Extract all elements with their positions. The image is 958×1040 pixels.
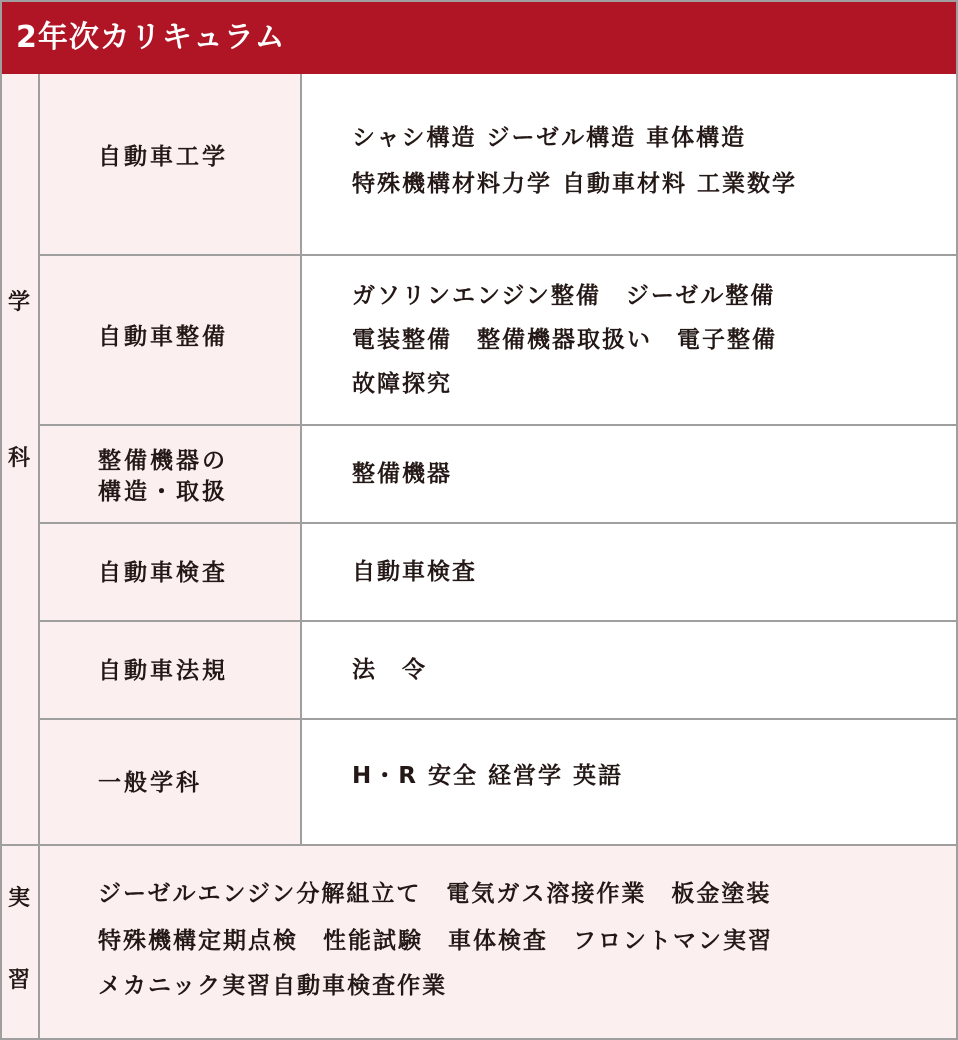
section-divider — [0, 844, 958, 846]
subject-content-line: 故障探究 — [352, 371, 452, 397]
subject-content-line: 電装整備 整備機器取扱い 電子整備 — [352, 327, 777, 353]
subject-name: 一般学科 — [98, 770, 202, 796]
jisshu-content-line: 特殊機構定期点検 性能試験 車体検査 フロントマン実習 — [98, 928, 773, 954]
subject-name: 自動車工学 — [98, 144, 228, 170]
subject-content-line: 整備機器 — [352, 461, 452, 487]
divider-subject — [300, 74, 302, 844]
subject-content-line: シャシ構造 ジーゼル構造 車体構造 — [352, 125, 747, 151]
jisshu-label-char: 習 — [8, 968, 32, 993]
subject-name: 自動車整備 — [98, 324, 228, 350]
gakka-label-char: 学 — [8, 290, 32, 315]
subject-content-line: 自動車検査 — [352, 559, 477, 585]
subject-content-line: 法 令 — [352, 657, 427, 683]
subject-content-line: 特殊機構材料力学 自動車材料 工業数学 — [352, 171, 798, 197]
subject-name: 整備機器の — [98, 448, 228, 474]
row-divider — [40, 254, 958, 256]
title-bar — [0, 0, 958, 74]
row-divider — [40, 424, 958, 426]
subject-name: 自動車法規 — [98, 658, 228, 684]
subject-content-line: ガソリンエンジン整備 ジーゼル整備 — [352, 283, 776, 309]
subject-content-line: H・R 安全 経営学 英語 — [352, 763, 623, 789]
curriculum-grid — [0, 74, 958, 1040]
gakka-label-char: 科 — [8, 446, 32, 471]
page-title: 2年次カリキュラム — [16, 20, 286, 55]
jisshu-label-char: 実 — [8, 886, 32, 911]
jisshu-content-line: ジーゼルエンジン分解組立て 電気ガス溶接作業 板金塗装 — [98, 881, 772, 907]
divider-label — [38, 74, 40, 1040]
subject-name: 構造・取扱 — [98, 479, 228, 505]
border-left — [0, 74, 2, 1040]
row-divider — [40, 620, 958, 622]
subject-name: 自動車検査 — [98, 560, 228, 586]
row-divider — [40, 522, 958, 524]
jisshu-content-line: メカニック実習自動車検査作業 — [98, 973, 448, 999]
row-divider — [40, 718, 958, 720]
